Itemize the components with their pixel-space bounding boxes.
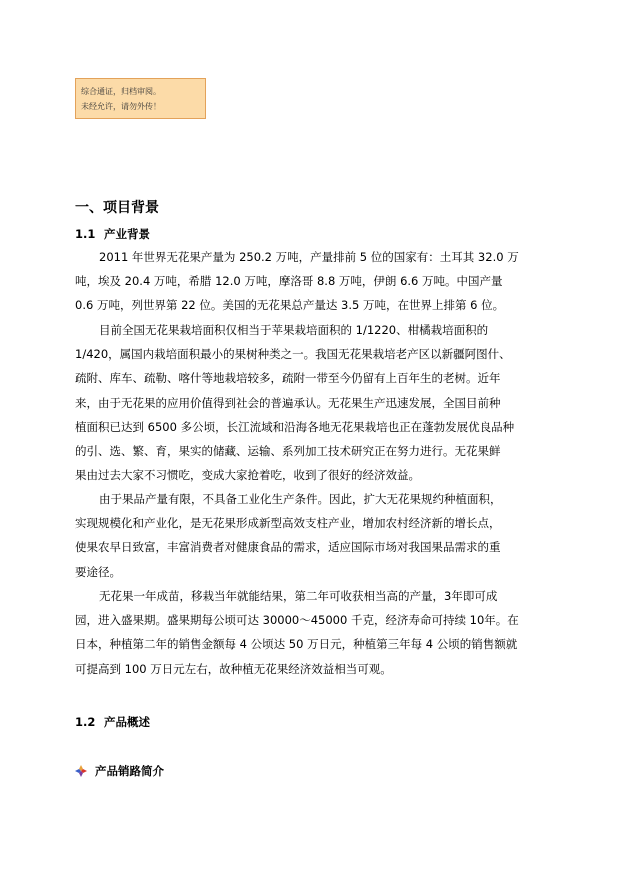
paragraph-4 [75,584,555,681]
bullet-label: 产品销路简介 [95,764,164,778]
paragraph-1 [75,245,555,318]
text-line: 的引、选、繁、育，果实的储藏、运输、系列加工技术研究正在努力进行。无花果鲜 [75,444,501,459]
text-line: 植面积已达到 6500 多公顷，长江流域和沿海各地无花果栽培也正在蓬勃发展优良品种 [75,419,515,434]
subsection-number: 1.2 [75,715,96,729]
text-line: 由于果品产量有限，不具备工业化生产条件。因此，扩大无花果规约种植面积， [99,492,502,506]
text-line: 日本，种植第二年的销售金额每 4 公顷达 50 万日元，种植第三年每 4 公顷的销售额就 [75,637,518,652]
text-line: 可提高到 100 万日元左右，故种植无花果经济效益相当可观。 [75,661,392,676]
stamp-line-2: 未经允许，请勿外传！ [81,102,161,111]
bullet-item [75,763,164,779]
subsection-title: 产业背景 [104,227,150,241]
stamp-line-1: 综合通证，归档审阅。 [81,87,161,96]
section-heading: 一、项目背景 [75,200,159,216]
subsection-heading-2 [75,714,150,730]
text-line: 0.6 万吨，列世界第 22 位。美国的无花果总产量达 3.5 万吨，在世界上排第 6 位。 [75,298,505,313]
subsection-number: 1.1 [75,227,96,241]
text-line: 疏附、库车、疏勒、喀什等地栽培较多，疏附一带至今仍留有上百年生的老树。近年 [75,371,501,386]
text-line: 无花果一年成苗，移栽当年就能结果，第二年可收获相当高的产量，3年即可成 [99,589,498,603]
diamond-bullet-icon [75,765,87,777]
text-line: 目前全国无花果栽培面积仅相当于苹果栽培面积的 1/1220、柑橘栽培面积的 [99,323,489,337]
text-line: 使果农早日致富，丰富消费者对健康食品的需求，适应国际市场对我国果品需求的重 [75,540,501,555]
text-line: 2011 年世界无花果产量为 250.2 万吨，产量排前 5 位的国家有：土耳其 32.0 万 [99,250,519,264]
text-line: 要途径。 [75,564,121,579]
text-line: 果由过去大家不习惯吃，变成大家抢着吃，收到了很好的经济效益。 [75,468,420,483]
watermark-stamp [75,78,206,119]
paragraph-3 [75,487,555,584]
text-line: 1/420，属国内栽培面积最小的果树种类之一。我国无花果栽培老产区以新疆阿图什、 [75,347,511,362]
subsection-title: 产品概述 [104,715,150,729]
text-line: 吨，埃及 20.4 万吨，希腊 12.0 万吨，摩洛哥 8.8 万吨，伊朗 6.6 万吨。中国产量 [75,274,503,289]
text-line: 园，进入盛果期。盛果期每公顷可达 30000～45000 千克，经济寿命可持续 10年。在 [75,613,519,628]
subsection-heading-1 [75,226,150,242]
text-line: 来，由于无花果的应用价值得到社会的普遍承认。无花果生产迅速发展，全国目前种 [75,395,501,410]
text-line: 实现规模化和产业化，是无花果形成新型高效支柱产业，增加农村经济新的增长点， [75,516,501,531]
paragraph-2 [75,318,555,487]
